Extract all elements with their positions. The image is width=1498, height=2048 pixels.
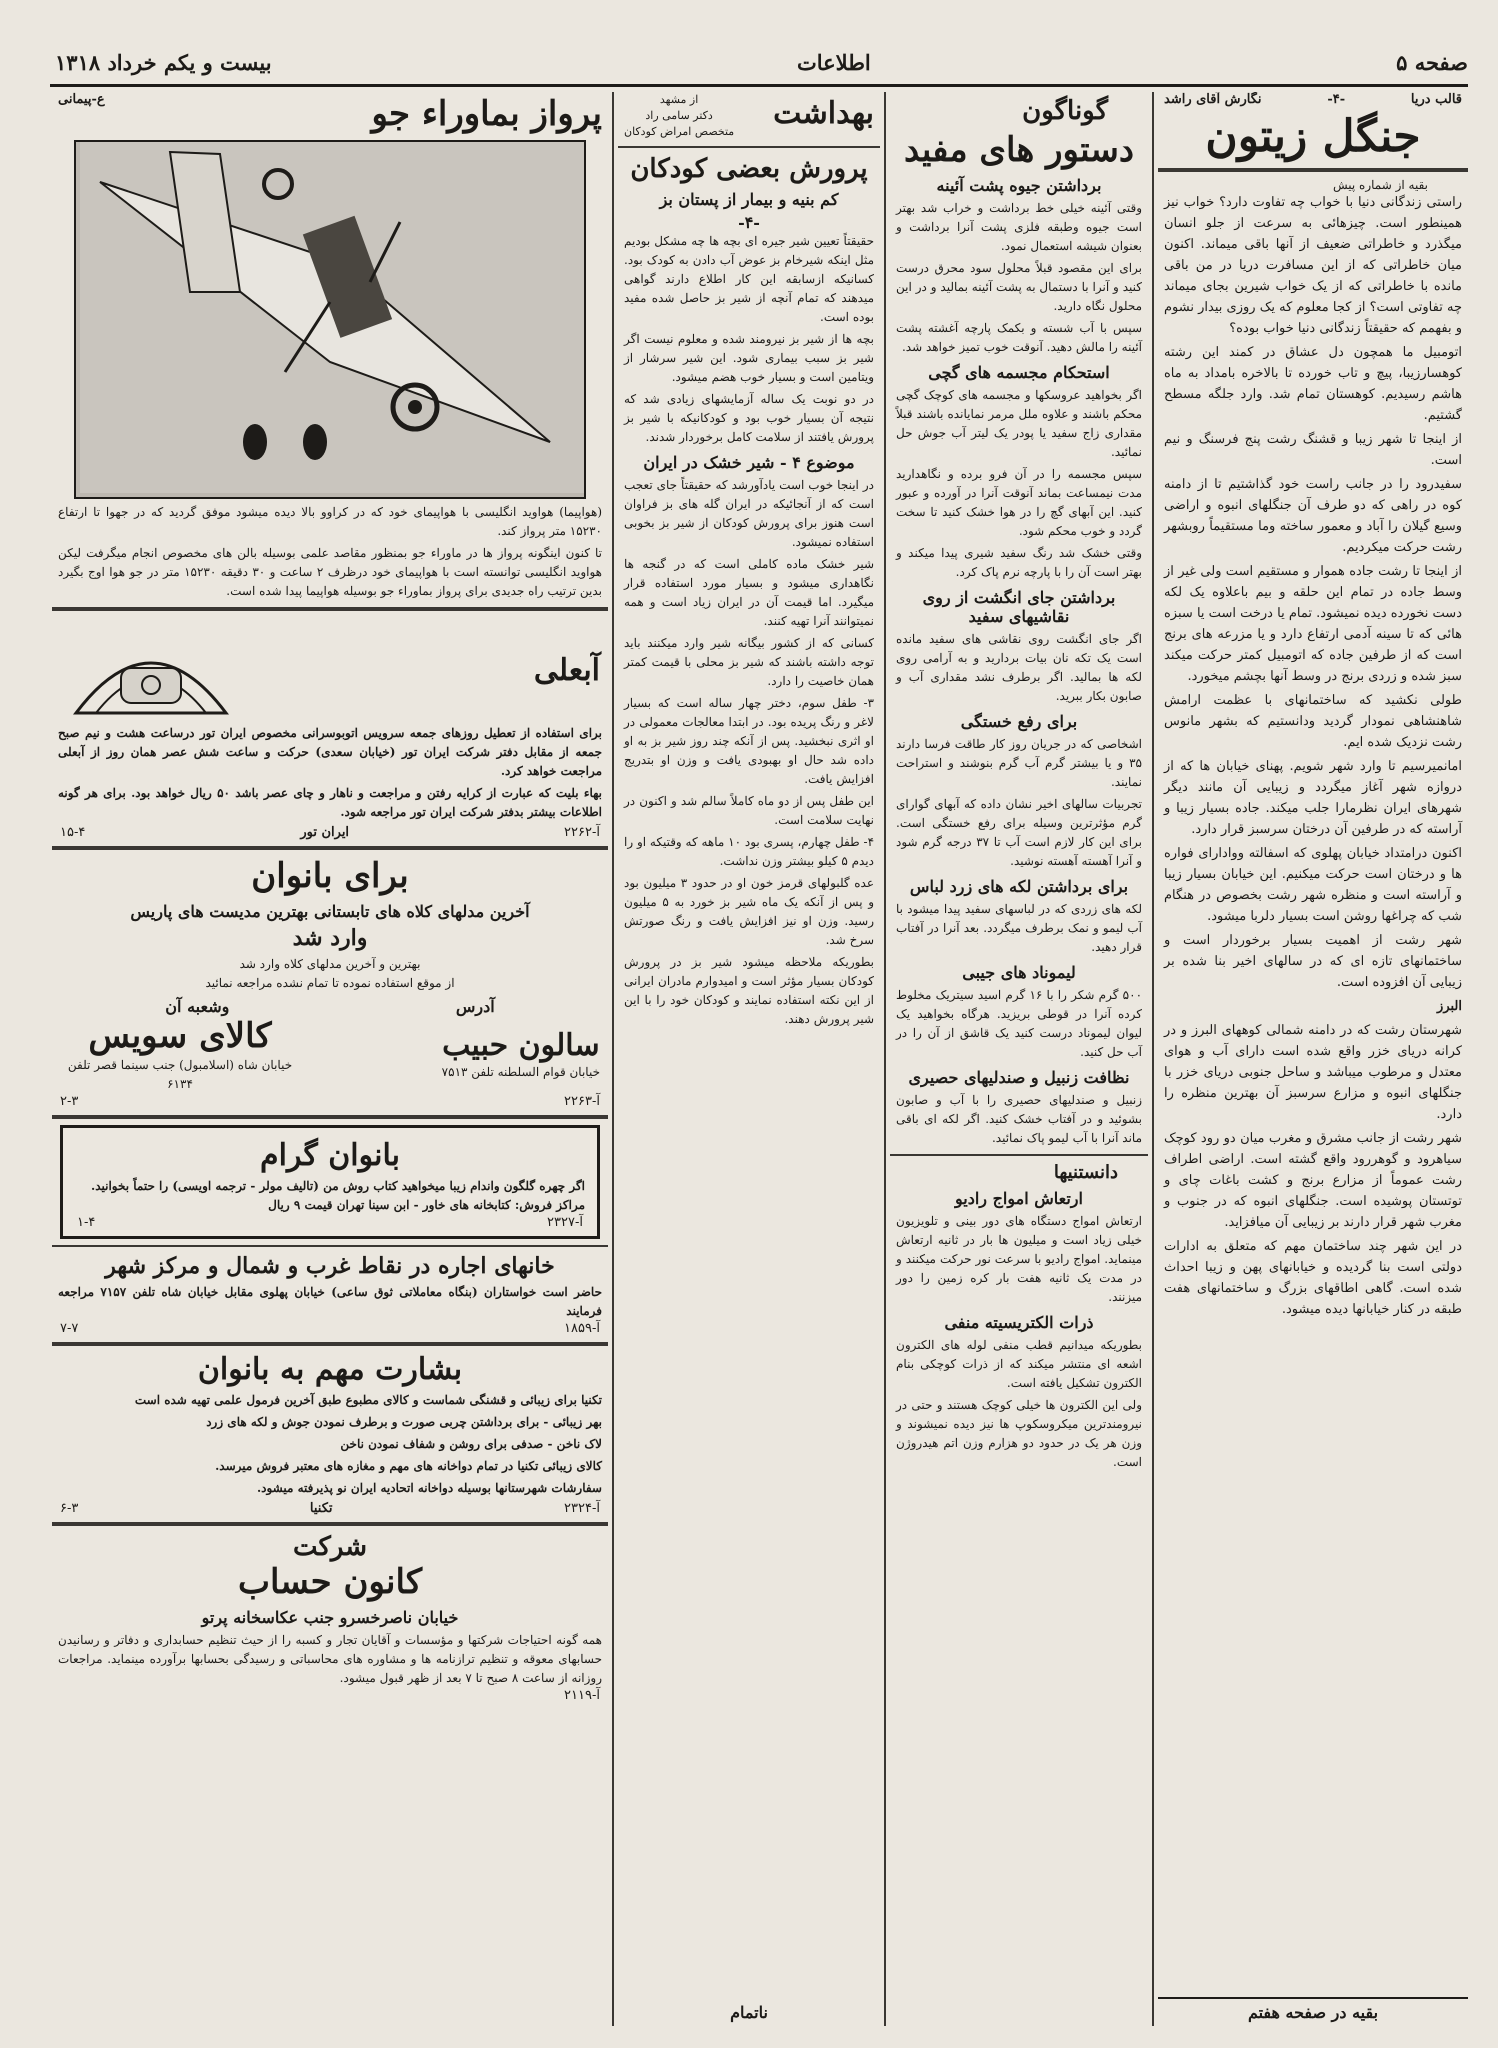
ad-number: ۲-۳ [60, 1094, 79, 1109]
ad-address: خیابان ناصرخسرو جنب عکاسخانه پرتو [201, 1608, 459, 1627]
article-title: دستور های مفید [904, 130, 1134, 170]
paragraph: طولی نکشید که ساختمانهای با عظمت ارامش شاهنشاهی نمودار گردید ودانستیم که بشهر مانوس رشت نزدیک شده ایم. [1164, 693, 1462, 750]
caption: تا کنون اینگونه پرواز ها در ماوراء جو بمنظور مقاصد علمی بوسیله بالن های مخصوص انجام میگرفت لیکن هواوید انگلیسی توانسته است با هواپیمای خود درظرف ۲ ساعت و ۳۰ دقیقه ۱۵۲۳۰ متر در جو هوا اوج بگیرد بدین ترتیب راه جدیدی برای پرواز بماوراء جو بوسیله هواپیما پیدا شده است. [58, 546, 602, 598]
ad-number: ۶-۳ [60, 1501, 79, 1516]
ad-label: آدرس [455, 997, 495, 1016]
page-header [55, 48, 1468, 76]
paragraph: بطوریکه میدانیم قطب منفی لوله های الکترون اشعه ای منتشر میکند که از ذرات کوچکی بنام الکترون تشکیل یافته است. [896, 1338, 1142, 1390]
paragraph: سپس مجسمه را در آن فرو برده و نگاهدارید مدت نیمساعت بماند آنوقت آنرا در آورده و عبور کنید. این آبهای گچ را در هوا خشک کنید تا سخت گردد و خوب محکم شود. [896, 467, 1142, 538]
newspaper-name: اطلاعات [796, 49, 871, 75]
ad-title: شرکت [292, 1532, 368, 1562]
subheading: نظافت زنبیل و صندلیهای حصیری [908, 1068, 1130, 1087]
article-body [890, 735, 1148, 871]
part-number: -۴- [738, 213, 760, 232]
column-rule [612, 92, 614, 2026]
ad-line: آخرین مدلهای کلاه های تابستانی بهترین مدیست های پاریس [130, 902, 530, 921]
subheading: لیموناد های جیبی [962, 963, 1076, 982]
ad-text: سفارشات شهرستانها بوسیله دواخانه اتحادیه ایران نو پذیرفته میشود. [256, 1481, 602, 1495]
ad-code: آ-۲۲۶۲ [564, 825, 600, 840]
paragraph: امانمیرسیم تا وارد شهر شویم. پهنای خیابان ها که از دروازه شهر آغاز میگردد و زیبایی آن مانند دیگر شهرهای ایران نظرمارا جلب میکند. جاده بسیار زیبا و آراسته که در طرفین آن درختان سرسبز قرار دارد. [1164, 759, 1462, 837]
continued-footer: بقیه در صفحه هفتم [1247, 2003, 1379, 2022]
ad-title: بانوان گرام [260, 1138, 400, 1173]
paragraph: لکه های زردی که در لباسهای سفید پیدا میشود با آب لیمو و نمک برطرف میگردد. بعد آنرا در آفتاب قرار دهید. [896, 902, 1142, 954]
ad-hats [52, 856, 608, 1109]
ad-title: بشارت مهم به بانوان [197, 1352, 463, 1387]
author-city: از مشهد [659, 93, 699, 106]
caption: (هواپیما) هواوید انگلیسی با هواپیمای خود که در کراوو بالا دیده میشود موفق گردید که در جهوا تا ارتفاع ۱۵۲۳۰ متر پرواز کند. [58, 505, 602, 538]
author-name: دکتر سامی راد [645, 109, 713, 122]
article-body [890, 386, 1148, 582]
ad-cosmetics [52, 1352, 608, 1516]
airplane-illustration [80, 142, 584, 493]
paragraph: تجربیات سالهای اخیر نشان داده که آبهای گوارای گرم مؤثرترین وسیله برای رفع خستگی است. برای این کار لازم است آب تا ۳۷ درجه گرم شود و آنرا آهسته آهسته نوشید. [896, 797, 1142, 868]
ad-code: آ-۲۳۲۷ [547, 1215, 583, 1230]
article-subtitle: کم بنیه و بیمار از پستان بز [659, 190, 839, 209]
ad-text: بهر زیبائی - برای برداشتن چربی صورت و برطرف نمودن جوش و لکه های زرد [206, 1415, 602, 1429]
paragraph: ۴- طفل چهارم، پسری بود ۱۰ ماهه که وقتیکه او را دیدم ۵ کیلو بیشتر وزن نداشت. [624, 835, 875, 868]
paragraph: شهر رشت از اهمیت بسیار برخوردار است و ساختمانهای تازه ای که در سالهای اخیر بنا شده بر زیبایی آن افزوده است. [1164, 933, 1462, 990]
ad-company: ایران تور [300, 825, 350, 840]
ad-text: حاضر است خواستاران (بنگاه معاملاتی ثوق ساعی) خیابان پهلوی مقابل خیابان شاه تلفن ۷۱۵۷ مراجعه فرمایند [58, 1285, 603, 1318]
paragraph: بطوریکه ملاحظه میشود شیر بز در پرورش کودکان بسیار مؤثر است و امیدوارم مادران ایرانی از این نکته استفاده نمایند و کودکان خود را با این شیر پرورش دهند. [624, 955, 874, 1026]
ad-code: آ-۲۲۶۳ [564, 1094, 600, 1109]
article-body [890, 630, 1148, 706]
column-gunagun [890, 92, 1148, 2026]
ad-text: اگر چهره گلگون واندام زیبا میخواهید کتاب روش من (تالیف مولر - ترجمه اویسی) را حتماً بخوانید. [91, 1179, 585, 1193]
ad-text: مراکز فروش: کتابخانه های خاور - ابن سینا تهران قیمت ۹ ریال [268, 1198, 585, 1212]
ad-title: برای بانوان [251, 856, 409, 896]
train-illustration [66, 623, 236, 718]
ad-text: بهاء بلیت که عبارت از کرایه رفتن و مراجعت و ناهار و چای عصر باشد ۵۰ ریال خواهد بود. برای هر گونه اطلاعات بیشتر بدفتر شرکت ایران تور مراجعه شود. [58, 786, 602, 819]
ad-number: ۱-۴ [77, 1215, 96, 1230]
ad-body [52, 724, 608, 822]
ad-line: بهترین و آخرین مدلهای کلاه وارد شد [239, 957, 421, 971]
paragraph: شهر رشت از جانب مشرق و مغرب میان دو رود کوچک سیاهرود و گوهررود واقع گشته است. اراضی اطراف رشت عموماً از مزارع برنج و کشت باغات چای و توتستان پوشیده است. جنگلهای انبوه که در جنوب و مغرب شهر قرار دارند بر زیبایی آن میافزاید. [1164, 1131, 1462, 1230]
paragraph: این طفل پس از دو ماه کاملاً سالم شد و اکنون در نهایت سلامت است. [624, 794, 874, 827]
article-body [890, 900, 1148, 957]
article-body [890, 199, 1148, 357]
article-body [890, 1336, 1148, 1472]
paragraph: از اینجا تا شهر زیبا و قشنگ رشت پنج فرسنگ و نیم است. [1164, 432, 1462, 468]
ad-code: آ-۱۸۵۹ [564, 1321, 600, 1336]
ad-number: ۷-۷ [60, 1321, 79, 1336]
ad-text: کالای زیبائی تکنیا در تمام دواخانه های مهم و مغازه های معتبر فروش میرسد. [215, 1459, 602, 1473]
paragraph: وقتی خشک شد رنگ سفید شیری پیدا میکند و بهتر است آن را با پارچه نرم پاک کرد. [896, 546, 1142, 579]
column-rule [1152, 92, 1154, 2026]
author-credit: ع-پیمانی [58, 92, 105, 107]
paragraph: ولی این الکترون ها خیلی کوچک هستند و حتی در نیرومندترین میکروسکوپ ها نیز دیده نمیشوند و وزن هر یک در حدود دو هزارم وزن اتم هیدروژن است. [896, 1398, 1142, 1469]
paragraph: در این شهر چند ساختمان مهم که متعلق به ادارات دولتی است بنا گردیده و خیابانهای پهن و زیبا احداث شده است. گاهی اطاقهای بزرگ و ساختمانهای هفت طبقه در کنار خیابانها دیده میشود. [1164, 1239, 1462, 1317]
paragraph: در دو نوبت یک ساله آزمایشهای زیادی شد که نتیجه آن بسیار خوب بود و کودکانیکه با شیر بز پرورش یافتند از سلامت کامل برخوردار شدند. [624, 392, 874, 444]
paragraph: شهرستان رشت که در دامنه شمالی کوههای البرز و در کرانه دریای خزر واقع شده است دارای آب و هوای معتدل و مرطوب میباشد و ساحل جنوبی دریای خزر با جنگلهای انبوه و مزارع سرسبز آن بهترین منظره را دارد. [1164, 1023, 1462, 1122]
ad-title: کانون حساب [237, 1562, 423, 1602]
column-behdasht [618, 92, 880, 2026]
subheading: برداشتن جای انگشت از روی نقاشیهای سفید [922, 588, 1116, 626]
paragraph: ۳- طفل سوم، دختر چهار ساله است که بسیار لاغر و رنگ پریده بود. در ابتدا معالجات معمولی در او اثری نبخشید. پس از آنکه چند روز شیر بز به او داده شد حال او بهبودی یافت و وزن او بتدریج افزایش یافت. [624, 696, 874, 786]
shop-name: سالون حبیب [442, 1028, 600, 1063]
subheading: موضوع ۴ - شیر خشک در ایران [643, 453, 855, 472]
ad-text: لاک ناخن - صدفی برای روشن و شفاف نمودن ناخن [340, 1437, 602, 1451]
subheading: برداشتن جیوه پشت آئینه [936, 176, 1102, 195]
ad-line: وارد شد [292, 925, 368, 951]
ad-text: تکنیا برای زیبائی و قشنگی شماست و کالای مطبوع طبق آخرین فرمول علمی تهیه شده است [134, 1393, 602, 1407]
article-body [890, 986, 1148, 1062]
to-be-continued: ناتمام [730, 2003, 768, 2022]
header-rule [50, 84, 1468, 87]
shop-address: خیابان شاه (اسلامبول) جنب سینما قصر تلفن ۶۱۳۴ [67, 1058, 293, 1091]
paragraph: راستی زندگانی دنیا با خواب چه تفاوت دارد؟ خواب نیز همینطور است. چیزهائی به سرعت از جلو انسان میگذرد و خاطراتی ضعیف از آنها باقی میماند. اکنون میان خاطراتی که از این مسافرت دریا در من باقی مانده با خاطراتی که از یک خواب شیرین بجای میماند چه تفاوتی است؟ از کجا معلوم که یک روزی بیدار نشوم و بفهمم که حقیقتاً زندگانی دنیا خواب بوده؟ [1164, 195, 1462, 336]
paragraph: سپس با آب شسته و بکمک پارچه آغشته پشت آئینه را مالش دهید. آنوقت خوب تمیز خواهد شد. [896, 321, 1142, 354]
paragraph: حقیقتاً تعیین شیر جیره ای بچه ها چه مشکل بودیم مثل اینکه شیرخام بز عوض آب دادن به کودک بود. کسانیکه ازسابقه این کار اطلاع دارند گواهی میدهند که تمام آنچه از شیر بز حاصل شده مفید بوده است. [624, 234, 874, 324]
photo-caption [52, 503, 608, 601]
ad-text: برای استفاده از تعطیل روزهای جمعه سرویس اتوبوسرانی مخصوص ایران تور درساعت هشت و نیم صبح جمعه از مقابل دفتر شرکت ایران تور (خیابان سعدی) حرکت و ساعت شش عصر همان روز از آبعلی مراجعت خواهد کرد. [58, 726, 602, 778]
subheading: برای برداشتن لکه های زرد لباس [909, 877, 1129, 896]
article-title: پرورش بعضی کودکان [630, 154, 868, 184]
ad-rentals [52, 1253, 608, 1336]
ad-title: آبعلی [533, 653, 600, 688]
ad-book [60, 1125, 600, 1239]
subheading: برای رفع خستگی [960, 712, 1078, 731]
ad-brand: تکنیا [309, 1501, 333, 1516]
subheading: استحکام مجسمه های گچی [928, 363, 1110, 382]
paragraph-lead: البرز [1437, 999, 1462, 1014]
paragraph: سفیدرود را در جانب راست خود گذاشتیم تا از دامنه کوه در راهی که دو طرف آن جنگلهای انبوه و اراضی وسیع گیلان را آباد و معمور ساخته وما مستقیماً روبشهر رشت حرکت میکردیم. [1164, 477, 1462, 555]
shop-address: خیابان قوام السلطنه تلفن ۷۵۱۳ [441, 1065, 600, 1079]
article-title: جنگل زیتون [1205, 111, 1421, 162]
paragraph: اگر بخواهید عروسکها و مجسمه های کوچک گچی محکم باشند و علاوه ملل مرمر نمایانده باشند قبلاً مقداری زاج سفید یا پودر یک لیتر آب جوش حل نمائید. [896, 388, 1142, 459]
author-title: متخصص امراض کودکان [624, 125, 735, 138]
paragraph: بچه ها از شیر بز نیرومند شده و معلوم نیست اگر شیر بز سبب بیماری شود. این شیر سرشار از ویتامین است و بسیار خوب هضم میشود. [624, 332, 874, 384]
subheading: ارتعاش امواج رادیو [955, 1189, 1083, 1208]
article-body [890, 1212, 1148, 1307]
ad-number: ۱۵-۴ [60, 825, 86, 840]
ad-code: آ-۲۱۱۹ [564, 1688, 600, 1703]
article-body [890, 1091, 1148, 1148]
section-title: بهداشت [773, 96, 874, 131]
section-title: گوناگون [1022, 96, 1108, 126]
ad-text: همه گونه احتیاجات شرکتها و مؤسسات و آقایان تجار و کسبه را از حیث تنظیم حسابداری و دفاتر و رسانیدن حسابهای معوقه و تنظیم ترازنامه ها و مشاوره های محاسباتی و رسیدگی بحسابها برآورده مینماید. مراجعات روزانه از ساعت ۸ صبح تا ۷ بعد از ظهر قبول میشود. [58, 1633, 602, 1685]
page-number: صفحه ۵ [1396, 49, 1468, 75]
paragraph: برای این مقصود قبلاً محلول سود محرق درست کنید و آنرا با دستمال به پشت آئینه بمالید و در این محلول نگاه دارید. [896, 261, 1142, 313]
paragraph: زنبیل و صندلیهای حصیری را با آب و صابون بشوئید و در آفتاب خشک کنید. اگر لکه ای باقی ماند آنرا با آب لیمو پاک نمائید. [896, 1093, 1142, 1145]
paragraph: وقتی آئینه خیلی خط برداشت و خراب شد بهتر است جیوه وطبقه فلزی پشت آنرا برداشت و بعنوان شیشه استعمال نمود. [896, 201, 1142, 253]
airplane-photo [74, 140, 586, 499]
ad-abali [52, 617, 608, 840]
ad-accounting [52, 1532, 608, 1703]
ad-code: آ-۲۳۲۴ [564, 1501, 600, 1516]
paragraph: اشخاصی که در جریان روز کار طاقت فرسا دارند ۳۵ و یا بیشتر گرم آب گرم بنوشند و استراحت نمایند. [896, 737, 1142, 789]
article-title: پرواز بماوراء جو [371, 94, 602, 134]
article-body [618, 476, 880, 1029]
paragraph: اکنون درامتداد خیابان پهلوی که اسفالته ووادارای فواره ها و درختان است حرکت میکنیم. این خیابان بسیار زیبا و آراسته است و منظره شهر رشت بخصوص در هنگام شب که چراغها روشن است بسیار دلربا میشود. [1164, 846, 1462, 924]
column-ads [52, 92, 608, 2026]
paragraph: اگر جای انگشت روی نقاشی های سفید مانده است یک تکه نان بیات بردارید و به آرامی روی لکه ها بمالید. اگر برطرف نشد مقداری آب و صابون بکار ببرید. [896, 632, 1142, 703]
paragraph: از اینجا تا رشت جاده هموار و مستقیم است ولی غیر از وسط جاده در تمام این حلقه و بیم باعلاوه یک لکه دست نخورده دیده نمیشود. تمام یا درخت است یا سبزه هائی که تا سینه آدمی ارتفاع دارد و یا مزرعه های برنج است که از طرفین جاده که اتومبیل کمتر حرکت میکند سبز شده و زردی برنج در وسط آنها بچشم میخورد. [1164, 564, 1462, 684]
section-title: دانستنیها [1053, 1162, 1118, 1183]
ad-label: وشعبه آن [165, 997, 230, 1016]
paragraph: عده گلبولهای قرمز خون او در حدود ۳ میلیون بود و پس از آنکه یک ماه شیر بز خورد به ۵ میلیون رسید. وزن او نیز افزایش یافت و رنگ صورتش سرخ شد. [624, 876, 874, 947]
paragraph: کسانی که از کشور بیگانه شیر وارد میکنند باید توجه داشته باشند که شیر بز محلی با قیمت کمتر همان خاصیت را دارد. [624, 636, 874, 688]
article-body [1158, 192, 1468, 1320]
paragraph: اتومبیل ما همچون دل عشاق در کمند این رشته کوهسارزیبا، پیچ و تاب خورده تا بالاخره بامداد به ماه هاشم رسیدیم. کوهستان تمام شد. وارد جلگه مسطح گشتیم. [1164, 345, 1462, 423]
column-kicker: قالب دریا [1410, 92, 1462, 107]
ad-body [52, 1391, 608, 1498]
subheading: ذرات الکتریسیته منفی [944, 1313, 1094, 1332]
author-credit: نگارش آقای راشد [1164, 92, 1262, 107]
ad-line: از موقع استفاده نموده تا تمام نشده مراجعه نمائید [205, 976, 455, 990]
shop-name: کالای سویس [88, 1016, 272, 1056]
paragraph: شیر خشک ماده کاملی است که در گنجه ها نگاهداری میشود و بسیار مورد استفاده قرار میگیرد. اما قیمت آن در ایران زیاد است و همه نمیتوانند آنرا تهیه کنند. [624, 557, 874, 628]
column-rule [884, 92, 886, 2026]
column-jangal-zeytun [1158, 92, 1468, 2026]
continued-note: بقیه از شماره پیش [1332, 178, 1428, 192]
paragraph: ارتعاش امواج دستگاه های دور بینی و تلویزیون خیلی زیاد است و میلیون ها بار در ثانیه ارتعاش مینماید. امواج رادیو با سرعت نور حرکت میکنند و در مدت یک ثانیه هفت بار کره زمین را دور میزنند. [896, 1214, 1142, 1304]
column-number: -۴- [1327, 92, 1346, 107]
paragraph: ۵۰۰ گرم شکر را با ۱۶ گرم اسید سیتریک مخلوط کرده آنرا در قوطی بریزید. هرگاه بخواهید یک لیوان لیموناد درست کنید یک قاشق از آن را در آب حل کنید. [896, 988, 1143, 1059]
ad-title: خانهای اجاره در نقاط غرب و شمال و مرکز شهر [105, 1253, 555, 1279]
article-body [618, 232, 880, 447]
paragraph: در اینجا خوب است یادآورشد که حقیقتاً جای تعجب است که از آنجائیکه در ایران گله های بز فراوان است هنوز برای پرورش کودکان از شیر بز بخوبی استفاده نمیشود. [624, 478, 874, 549]
issue-date: بیست و یکم خرداد ۱۳۱۸ [55, 49, 272, 75]
